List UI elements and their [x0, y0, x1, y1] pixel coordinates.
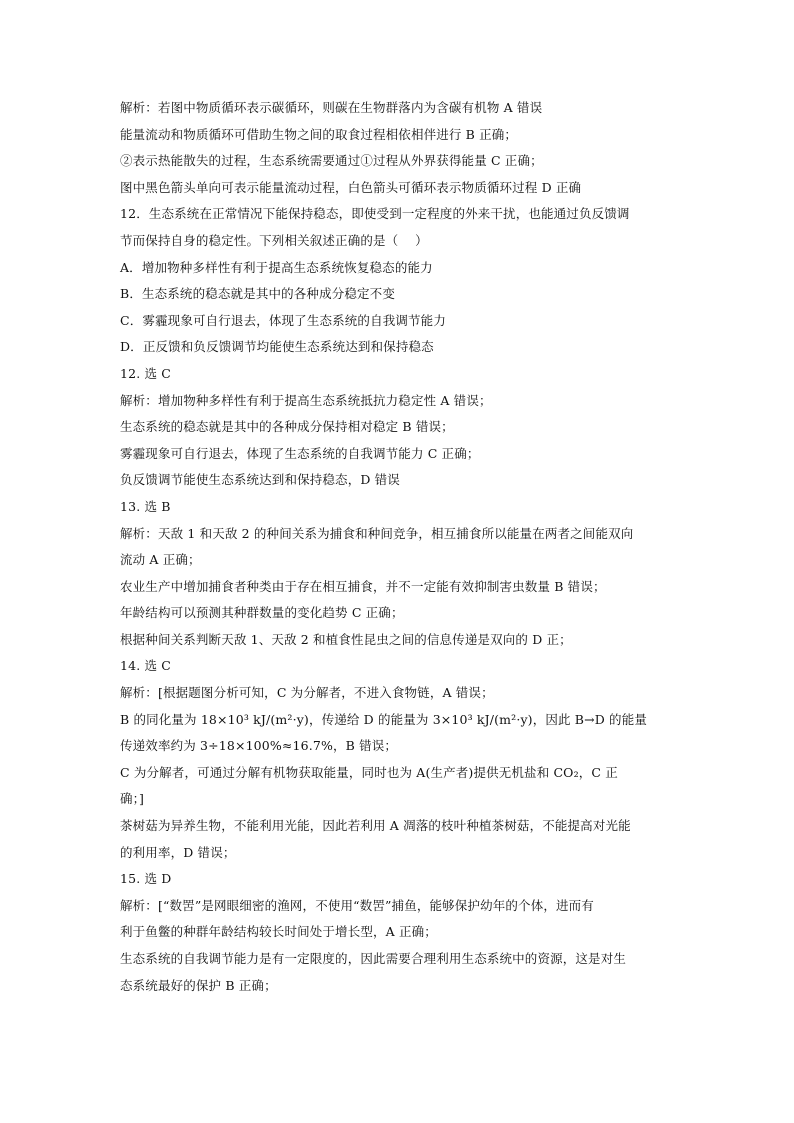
answer-14: 14. 选 C: [120, 658, 171, 674]
text-line: 态系统最好的保护 B 正确；: [120, 977, 277, 993]
answer-13: 13. 选 B: [120, 498, 171, 514]
option-d: D．正反馈和负反馈调节均能使生态系统达到和保持稳态: [120, 339, 434, 355]
text-line: 解析：天敌 1 和天敌 2 的种间关系为捕食和种间竞争，相互捕食所以能量在两者之间能双向: [120, 525, 634, 541]
answer-15: 15. 选 D: [120, 871, 172, 887]
text-line: C 为分解者，可通过分解有机物获取能量，同时也为 A(生产者)提供无机盐和 CO₂，C 正: [120, 764, 618, 780]
text-line: 雾霾现象可自行退去，体现了生态系统的自我调节能力 C 正确；: [120, 445, 480, 461]
text-line: 负反馈调节能使生态系统达到和保持稳态，D 错误: [120, 472, 400, 488]
text-line: 生态系统的自我调节能力是有一定限度的，因此需要合理利用生态系统中的资源，这是对生: [120, 951, 627, 966]
text-line: 解析：若图中物质循环表示碳循环，则碳在生物群落内为含碳有机物 A 错误: [120, 100, 543, 115]
text-line: 农业生产中增加捕食者种类由于存在相互捕食，并不一定能有效抑制害虫数量 B 错误；: [120, 578, 606, 594]
text-line: 解析：[“数罟”是网眼细密的渔网，不使用“数罟”捕鱼，能够保护幼年的个体，进而有: [120, 897, 594, 913]
text-line: 图中黑色箭头单向可表示能量流动过程，白色箭头可循环表示物质循环过程 D 正确: [120, 179, 582, 195]
text-line: B 的同化量为 18×10³ kJ/(m²·y)，传递给 D 的能量为 3×10³ kJ/(m²·y)，因此 B→D 的能量: [120, 711, 647, 727]
text-line: ②表示热能散失的过程，生态系统需要通过①过程从外界获得能量 C 正确；: [120, 153, 543, 169]
text-line: 茶树菇为异养生物，不能利用光能，因此若利用 A 凋落的枝叶种植茶树菇，不能提高对光能: [120, 818, 631, 834]
question-12-stem: 12．生态系统在正常情况下能保持稳态，即使受到一定程度的外来干扰，也能通过负反馈调: [120, 206, 630, 222]
answer-12: 12. 选 C: [120, 365, 171, 381]
question-12-stem: 节而保持自身的稳定性。下列相关叙述正确的是（ ）: [120, 232, 428, 248]
option-a: A．增加物种多样性有利于提高生态系统恢复稳态的能力: [120, 259, 433, 275]
option-b: B．生态系统的稳态就是其中的各种成分稳定不变: [120, 286, 395, 302]
text-line: 根据种间关系判断天敌 1、天敌 2 和植食性昆虫之间的信息传递是双向的 D 正；: [120, 631, 572, 647]
text-line: 传递效率约为 3÷18×100%≈16.7%，B 错误；: [120, 738, 398, 754]
option-c: C．雾霾现象可自行退去，体现了生态系统的自我调节能力: [120, 312, 446, 328]
text-line: 利于鱼鳖的种群年龄结构较长时间处于增长型，A 正确；: [120, 924, 437, 940]
text-line: 能量流动和物质循环可借助生物之间的取食过程相依相伴进行 B 正确；: [120, 126, 518, 142]
document-page: [120, 95, 680, 999]
text-line: 流动 A 正确；: [120, 552, 201, 568]
text-line: 解析：增加物种多样性有利于提高生态系统抵抗力稳定性 A 错误；: [120, 392, 492, 408]
text-line: 年龄结构可以预测其种群数量的变化趋势 C 正确；: [120, 605, 404, 621]
text-line: 的利用率，D 错误；: [120, 844, 236, 860]
text-line: 生态系统的稳态就是其中的各种成分保持相对稳定 B 错误；: [120, 419, 454, 435]
text-line: 确；]: [120, 791, 145, 807]
text-line: 解析：[根据题图分析可知，C 为分解者，不进入食物链，A 错误；: [120, 685, 494, 701]
